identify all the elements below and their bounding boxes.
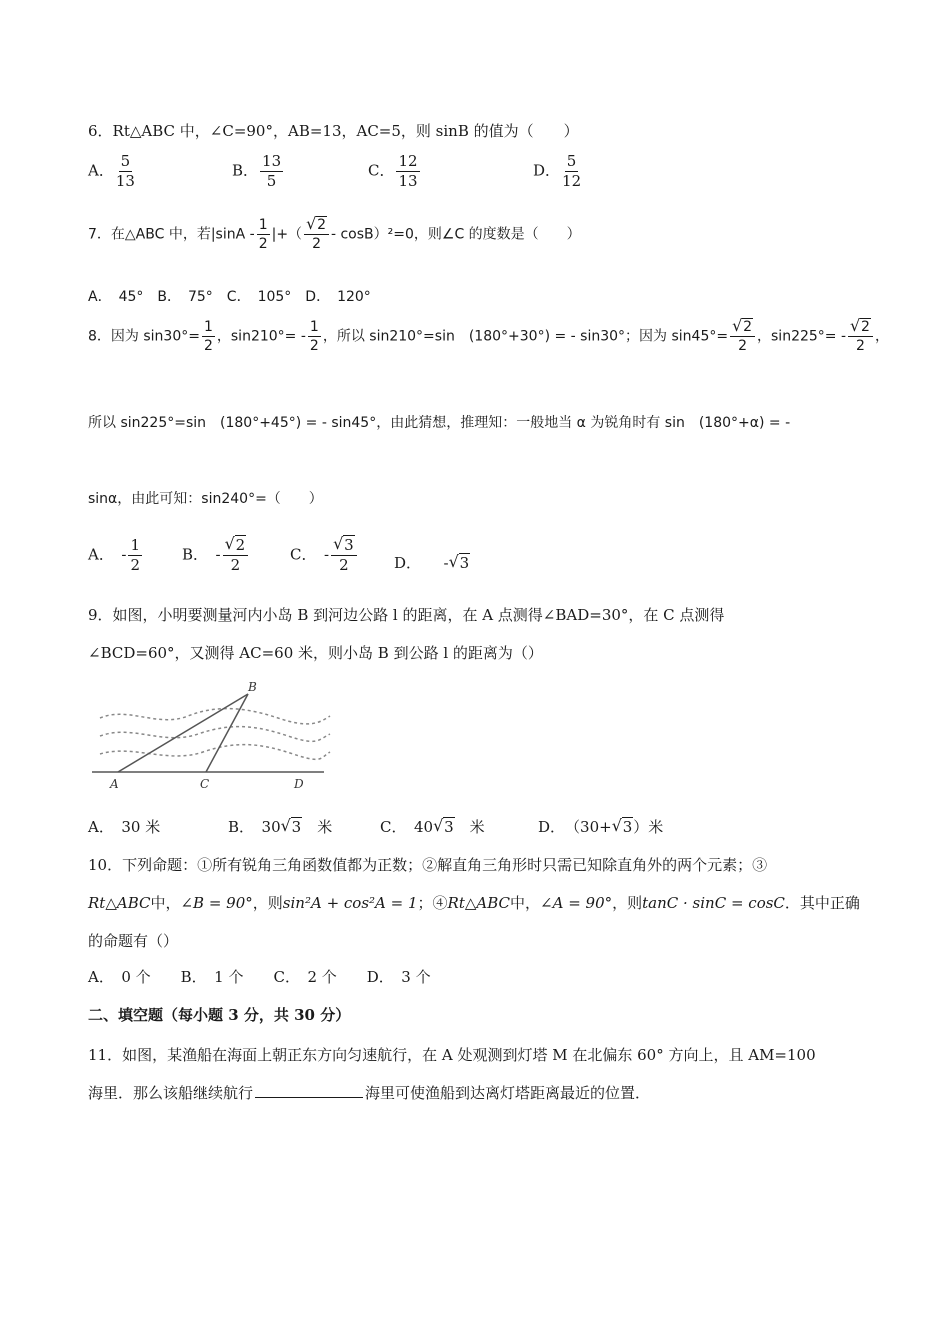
q8-line3: sinα，由此可知：sin240°=（ ） xyxy=(88,491,323,507)
q9-option-b: B． 30√ 3 米 xyxy=(228,816,332,837)
q9-option-a: A． 30 米 xyxy=(88,818,161,836)
label-d: D xyxy=(294,777,304,791)
q8-option-b: B． - √ $\frac{2}{2}$ xyxy=(182,538,250,573)
q6-option-c: C． $\frac{12}{13}$ xyxy=(368,152,418,190)
q9-figure xyxy=(88,678,338,796)
q10-line1: 10．下列命题：①所有锐角三角函数值都为正数；②解直角三角形时只需已知除直角外的两个元素；③ xyxy=(88,856,768,874)
q8-option-a: A． - $\frac{1}{2}$ xyxy=(88,536,140,574)
q6-stem: 6．Rt△ABC 中，∠C=90°，AB=13，AC=5，则 sinB 的值为（ ） xyxy=(88,122,579,140)
q8-option-c: C． - √ $\frac{3}{2}$ xyxy=(290,538,359,573)
section-2-heading: 二、填空题（每小题 3 分，共 30 分） xyxy=(88,1006,351,1024)
answer-blank[interactable] xyxy=(255,1097,363,1098)
q6-option-d: D． $\frac{5}{12}$ xyxy=(533,152,582,190)
q6-option-a: A． $\frac{5}{13}$ xyxy=(88,152,135,190)
q9-line1: 9．如图，小明要测量河内小岛 B 到河边公路 l 的距离，在 A 点测得∠BAD=30°，在 C 点测得 xyxy=(88,606,725,624)
label-a: A xyxy=(110,777,119,791)
q11-line1: 11．如图，某渔船在海面上朝正东方向匀速航行，在 A 处观测到灯塔 M 在北偏东 60° 方向上，且 AM=100 xyxy=(88,1046,816,1064)
q10-line3: 的命题有（） xyxy=(88,932,179,950)
river-wave-3 xyxy=(100,745,330,760)
q11-line2: 海里．那么该船继续航行 海里可使渔船到达离灯塔距离最近的位置． xyxy=(88,1084,651,1102)
q10-options: A． 0 个 B． 1 个 C． 2 个 D． 3 个 xyxy=(88,968,431,986)
q7-options: A． 45° B． 75° C． 105° D． 120° xyxy=(88,289,371,305)
q9-option-d: D． （30+√ 3）米 xyxy=(538,816,663,837)
river-wave-1 xyxy=(100,709,330,724)
q8-option-d: D． -√ 3 xyxy=(394,552,470,573)
q9-line2: ∠BCD=60°，又测得 AC=60 米，则小岛 B 到公路 l 的距离为（） xyxy=(88,644,543,662)
q10-line2: Rt△ABC中，∠B = 90°，则sin²A + cos²A = 1；④Rt△ABC中，∠A = 90°，则tanC · sinC = cosC．其中正确 xyxy=(88,894,860,912)
label-b: B xyxy=(248,680,257,694)
river-wave-2 xyxy=(100,727,330,742)
line-cb xyxy=(206,694,248,772)
q6-option-b: B． $\frac{13}{5}$ xyxy=(232,152,282,190)
q7-stem: 7．在△ABC 中，若|sinA - $\frac{1}{2}$ |+（ √ $\frac{2}{2}$ - cosB）²=0，则∠C 的度数是（ ） xyxy=(88,218,581,251)
label-c: C xyxy=(200,777,210,791)
q8-line2: 所以 sin225°=sin (180°+45°) = - sin45°，由此猜想，推理知：一般地当 α 为锐角时有 sin (180°+α) = - xyxy=(88,415,791,431)
q8-line1: 8．因为 sin30°= $\frac{1}{2}$ ，sin210°= - $\frac{1}{2}$ ，所以 sin210°=sin (180°+30°) = - sin30°；因为 sin45°= √ $\frac{2}{2}$ ，sin225°= - √ $\frac{2}{2}$ ， xyxy=(88,320,889,353)
q9-option-c: C． 40√ 3 米 xyxy=(380,816,485,837)
